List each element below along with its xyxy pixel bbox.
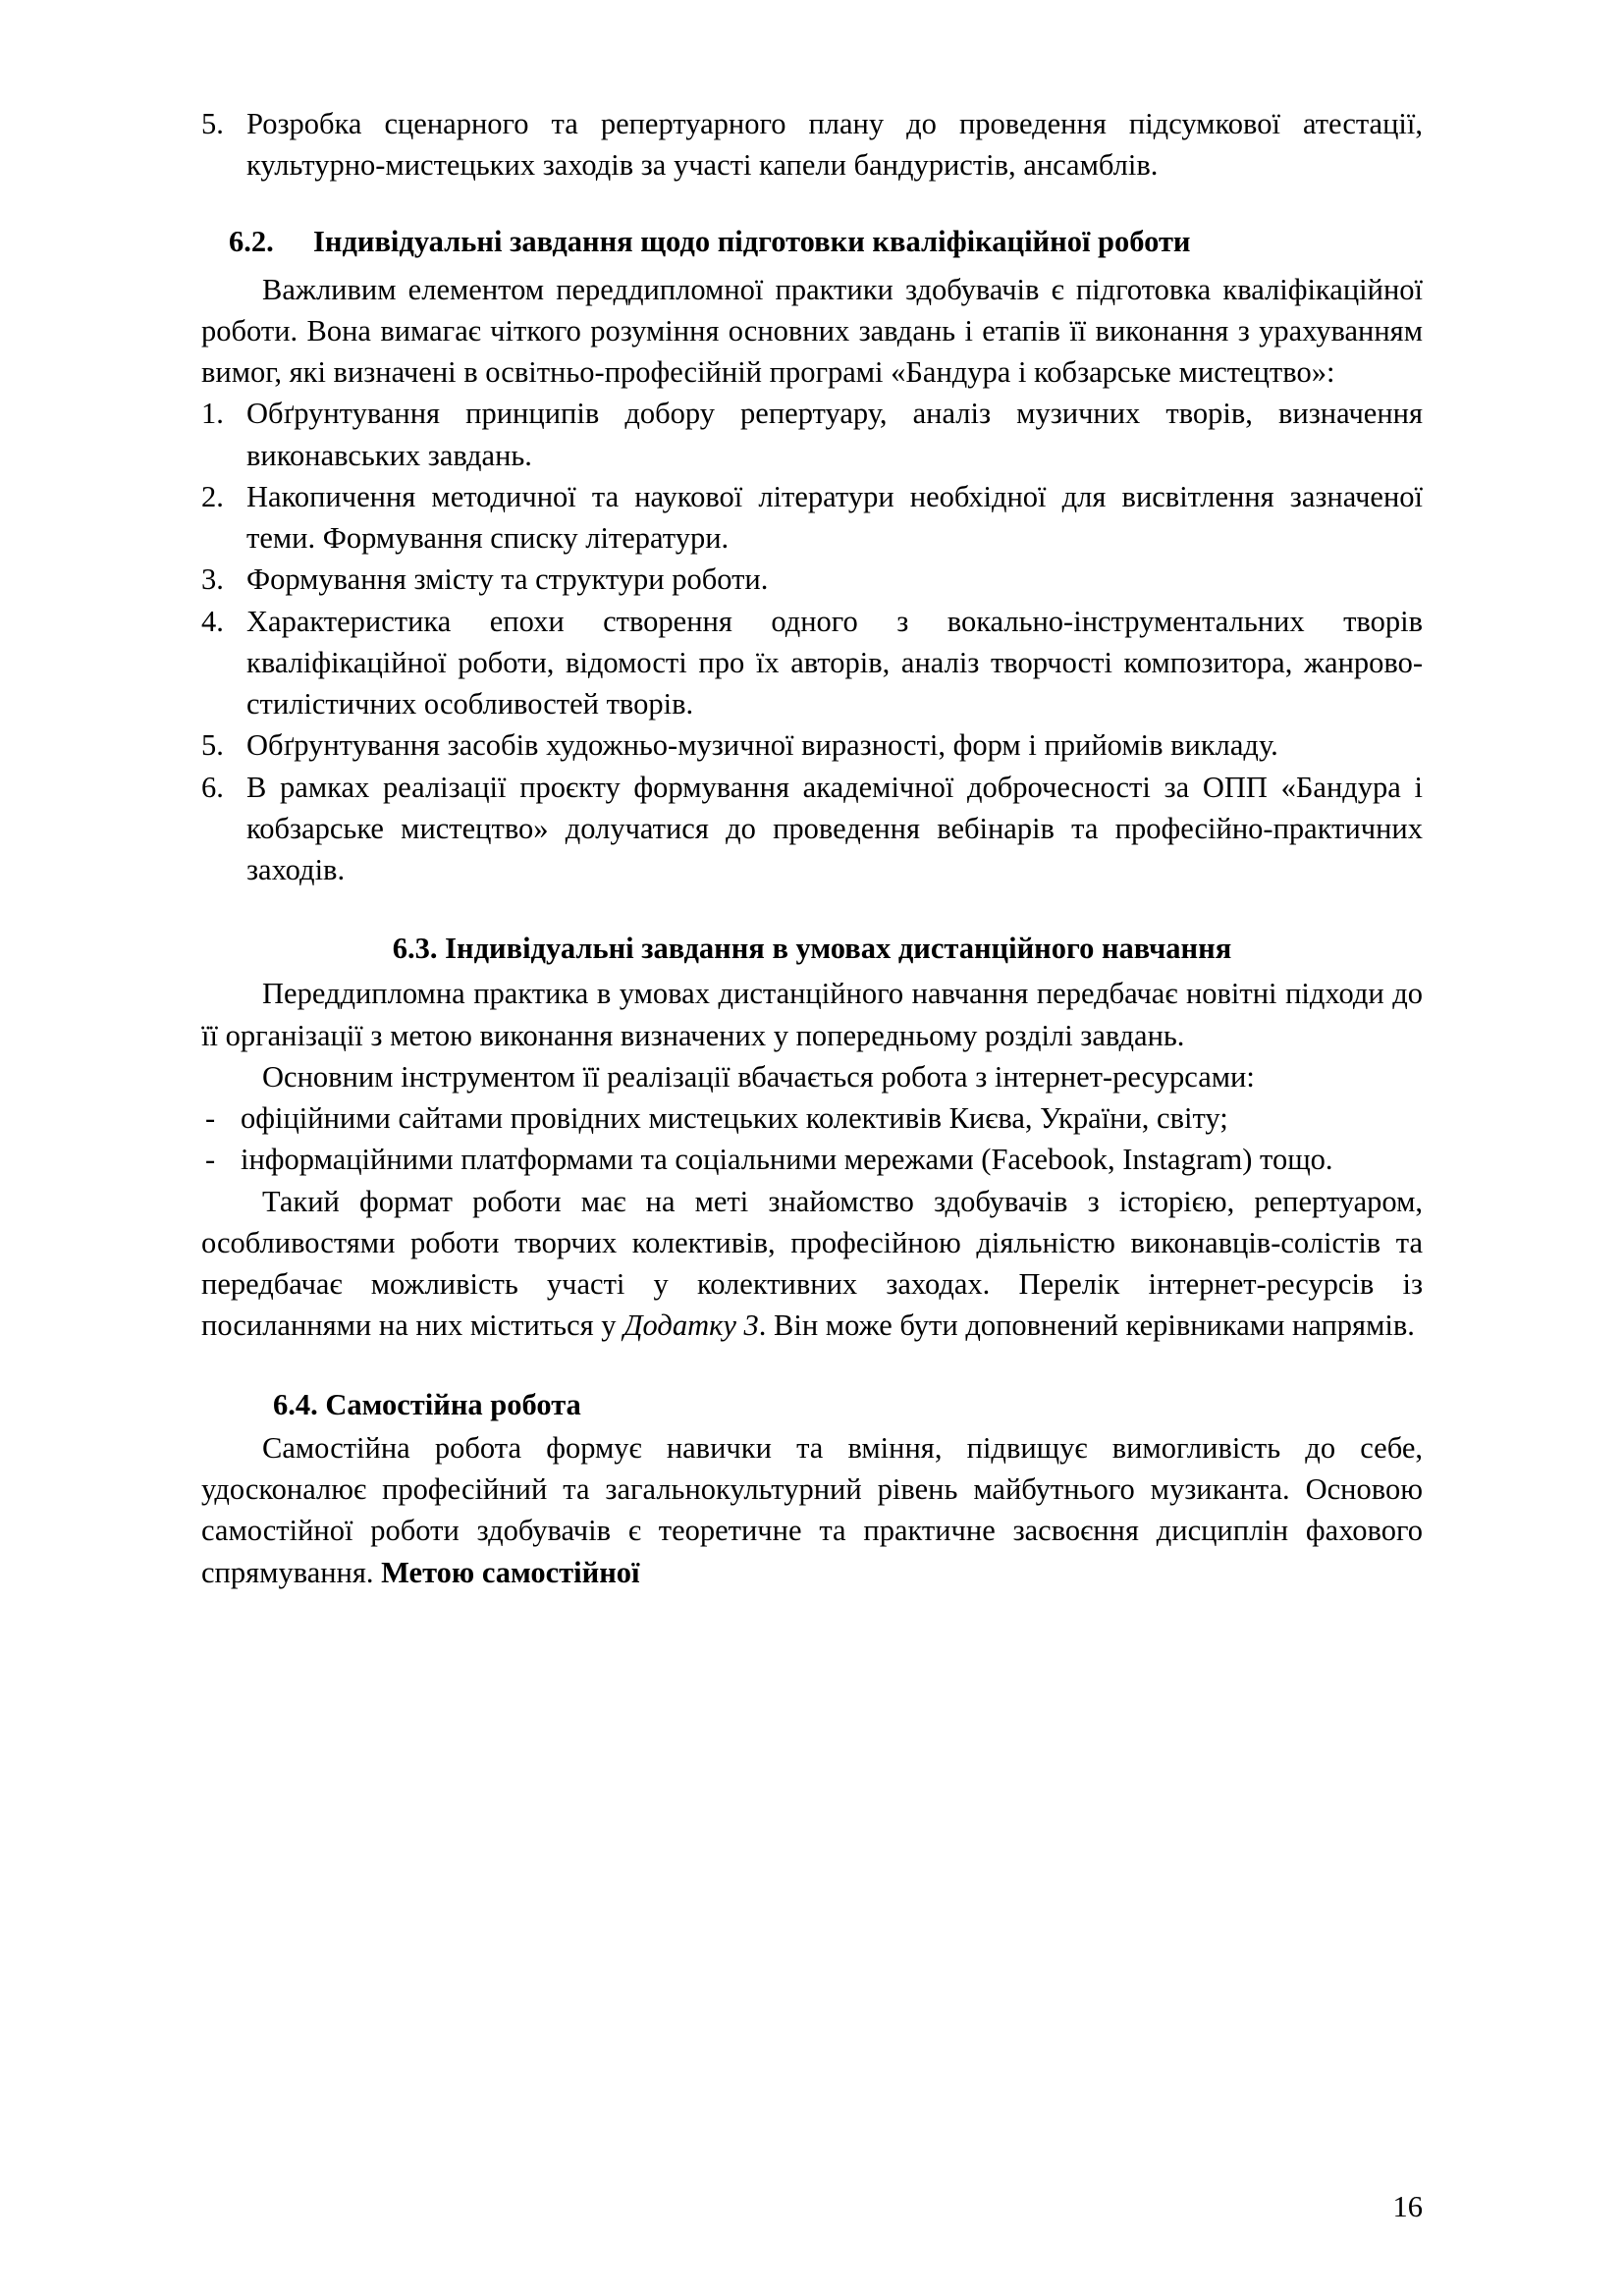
list-marker: - bbox=[205, 1143, 216, 1177]
list-marker: 6. bbox=[201, 770, 224, 804]
section-6-3-para-3 bbox=[201, 1181, 1423, 1347]
list-item bbox=[201, 1097, 1423, 1139]
list-marker: 2. bbox=[201, 479, 224, 513]
list-marker: - bbox=[205, 1101, 216, 1136]
section-6-2-list bbox=[201, 393, 1423, 890]
para-3-text-before: Такий формат роботи має на меті знайомство здобувачів з історією, репертуаром, особливостями роботи творчих колективів, професійною діяльністю виконавців-солістів та передбачає можливість участі у колективних заходах. Перелік інтернет-ресурсів із посиланнями на них міститься у bbox=[201, 1184, 1423, 1343]
heading-6-2-number: 6.2. bbox=[229, 225, 274, 259]
section-6-3-para-2: Основним інструментом її реалізації вбачається робота з інтернет-ресурсами: bbox=[262, 1059, 1255, 1094]
list-item-text: Характеристика епохи створення одного з вокально-інструментальних творів кваліфікаційної роботи, відомості про їх авторів, аналіз творчості композитора, жанрово-стилістичних особливостей творів. bbox=[246, 604, 1423, 721]
list-item-text: Формування змісту та структури роботи. bbox=[246, 562, 769, 597]
list-item-text: Обґрунтування принципів добору репертуару, аналіз музичних творів, визначення виконавських завдань. bbox=[246, 397, 1423, 472]
list-item-text: В рамках реалізації проєкту формування академічної доброчесності за ОПП «Бандура і кобзарське мистецтво» долучатися до проведення вебінарів та професійно-практичних заходів. bbox=[246, 770, 1423, 886]
page-number: 16 bbox=[1392, 2189, 1423, 2223]
list-item-text: Накопичення методичної та наукової літератури необхідної для висвітлення зазначеної теми. Формування списку літератури. bbox=[246, 479, 1423, 556]
list-item bbox=[201, 476, 1423, 559]
section-6-3-list bbox=[201, 1097, 1423, 1180]
heading-6-4: 6.4. Самостійна робота bbox=[273, 1387, 581, 1421]
section-6-4-text: Самостійна робота формує навички та вміння, підвищує вимогливість до себе, удосконалює професійний та загальнокультурний рівень майбутнього музиканта. Основою самостійної роботи здобувачів є теоретичне та практичне засвоєння дисциплін фахового спрямування. bbox=[201, 1430, 1423, 1589]
list-item bbox=[201, 559, 1423, 600]
list-marker: 4. bbox=[201, 604, 224, 638]
list-marker: 1. bbox=[201, 397, 224, 431]
list-item bbox=[201, 601, 1423, 725]
list-item bbox=[201, 393, 1423, 475]
section-6-4-para bbox=[201, 1427, 1423, 1593]
list-item-text: Обґрунтування засобів художньо-музичної виразності, форм і прийомів викладу. bbox=[246, 728, 1278, 763]
list-item-text: Розробка сценарного та репертуарного плану до проведення підсумкової атестації, культурно-мистецьких заходів за участі капели бандуристів, ансамблів. bbox=[246, 107, 1423, 183]
section-6-3-para-1: Переддипломна практика в умовах дистанційного навчання передбачає новітні підходи до її організації з метою виконання визначених у попередньому розділі завдань. bbox=[201, 977, 1423, 1052]
list-marker: 5. bbox=[201, 728, 224, 763]
list-item-text: інформаційними платформами та соціальними мережами (Facebook, Instagram) тощо. bbox=[241, 1143, 1333, 1177]
top-continued-list bbox=[201, 103, 1423, 186]
para-3-text-after: . Він може бути доповнений керівниками напрямів. bbox=[758, 1308, 1415, 1343]
list-item bbox=[201, 767, 1423, 891]
heading-6-2 bbox=[201, 221, 1423, 262]
heading-6-2-title: Індивідуальні завдання щодо підготовки кваліфікаційної роботи bbox=[313, 225, 1191, 259]
appendix-reference: Додатку 3 bbox=[623, 1308, 759, 1343]
section-6-2-intro: Важливим елементом переддипломної практики здобувачів є підготовка кваліфікаційної роботи. Вона вимагає чіткого розуміння основних завдань і етапів її виконання з урахуванням вимог, які визначені в освітньо-професійній програмі «Бандура і кобзарське мистецтво»: bbox=[201, 272, 1423, 390]
list-item-text: офіційними сайтами провідних мистецьких колективів Києва, України, світу; bbox=[241, 1101, 1228, 1136]
list-marker: 3. bbox=[201, 562, 224, 597]
list-marker: 5. bbox=[201, 107, 224, 140]
list-item bbox=[201, 1139, 1423, 1180]
list-item bbox=[201, 724, 1423, 766]
list-item bbox=[201, 103, 1423, 186]
page-content bbox=[201, 103, 1423, 1593]
section-6-4-bold-tail: Метою самостійної bbox=[381, 1555, 640, 1589]
heading-6-3: 6.3. Індивідуальні завдання в умовах дистанційного навчання bbox=[392, 932, 1232, 966]
